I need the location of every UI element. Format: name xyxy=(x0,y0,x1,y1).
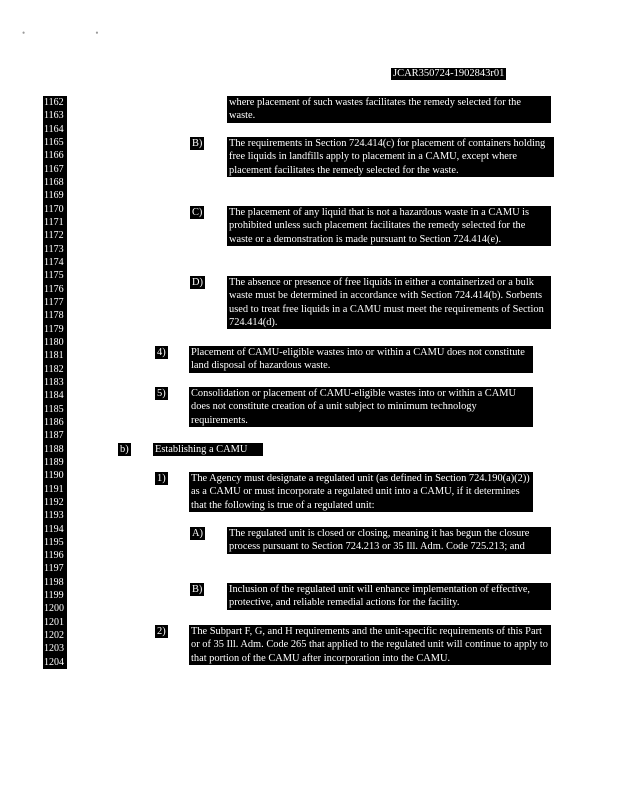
line-number: 1185 xyxy=(43,403,67,416)
line-number: 1179 xyxy=(43,323,67,336)
section-heading: Establishing a CAMU xyxy=(153,443,263,456)
scan-marks: • • xyxy=(22,28,133,38)
item-2-text: The Subpart F, G, and H requirements and the unit-specific requirements of this Part or of 35 Ill. Adm. Code 265 that applied to the regulated unit will continue to apply to that portion of the CAMU after incorporation into the CAMU. xyxy=(189,625,551,665)
item-A-label: A) xyxy=(192,528,203,539)
item-5-label: 5) xyxy=(157,388,166,399)
item-A-text: The regulated unit is closed or closing, meaning it has begun the closure process pursuant to Section 724.213 or 35 Ill. Adm. Code 725.213; and xyxy=(227,527,551,554)
line-number: 1163 xyxy=(43,109,67,122)
line-number: 1200 xyxy=(43,602,67,615)
line-number: 1189 xyxy=(43,456,67,469)
item-B2-label: B) xyxy=(192,584,203,595)
item-4-text: Placement of CAMU-eligible wastes into or within a CAMU does not constitute land disposal of hazardous waste. xyxy=(189,346,533,373)
line-number: 1172 xyxy=(43,229,67,242)
line-number: 1194 xyxy=(43,523,67,536)
line-number: 1186 xyxy=(43,416,67,429)
line-number: 1174 xyxy=(43,256,67,269)
line-number: 1165 xyxy=(43,136,67,149)
line-number: 1188 xyxy=(43,443,67,456)
line-number: 1162 xyxy=(43,96,67,109)
item-2-label: 2) xyxy=(157,626,166,637)
line-number-column xyxy=(43,96,67,669)
line-number: 1173 xyxy=(43,243,67,256)
line-number: 1182 xyxy=(43,363,67,376)
line-number: 1167 xyxy=(43,163,67,176)
line-number: 1195 xyxy=(43,536,67,549)
line-number: 1187 xyxy=(43,429,67,442)
line-number: 1190 xyxy=(43,469,67,482)
line-number: 1171 xyxy=(43,216,67,229)
line-number: 1183 xyxy=(43,376,67,389)
item-B-label: B) xyxy=(192,138,203,149)
item-4-label: 4) xyxy=(157,347,166,358)
document-code: JCAR350724-1902843r01 xyxy=(393,68,505,79)
line-number: 1198 xyxy=(43,576,67,589)
line-number: 1202 xyxy=(43,629,67,642)
item-B-text: The requirements in Section 724.414(c) for placement of containers holding free liquids in landfills apply to placement in a CAMU, except where placement facilitates the remedy selected for the waste. xyxy=(227,137,554,177)
line-number: 1170 xyxy=(43,203,67,216)
line-number: 1191 xyxy=(43,483,67,496)
line-number: 1184 xyxy=(43,389,67,402)
item-C-text: The placement of any liquid that is not a hazardous waste in a CAMU is prohibited unless such placement facilitates the remedy selected for the waste or a demonstration is made pursuant to Section 724.414(e). xyxy=(227,206,551,246)
continuation-text: where placement of such wastes facilitates the remedy selected for the waste. xyxy=(227,96,551,123)
line-number: 1204 xyxy=(43,656,67,669)
item-5-text: Consolidation or placement of CAMU-eligible wastes into or within a CAMU does not constitute creation of a unit subject to minimum technology requirements. xyxy=(189,387,533,427)
line-number: 1178 xyxy=(43,309,67,322)
line-number: 1164 xyxy=(43,123,67,136)
line-number: 1180 xyxy=(43,336,67,349)
item-B2-text: Inclusion of the regulated unit will enhance implementation of effective, protective, and reliable remedial actions for the facility. xyxy=(227,583,551,610)
line-number: 1166 xyxy=(43,149,67,162)
item-b-label: b) xyxy=(120,444,129,455)
line-number: 1193 xyxy=(43,509,67,522)
line-number: 1169 xyxy=(43,189,67,202)
line-number: 1175 xyxy=(43,269,67,282)
item-D-label: D) xyxy=(192,277,203,288)
line-number: 1199 xyxy=(43,589,67,602)
line-number: 1168 xyxy=(43,176,67,189)
line-number: 1197 xyxy=(43,562,67,575)
item-D-text: The absence or presence of free liquids in either a containerized or a bulk waste must be determined in accordance with Section 724.414(b). Sorbents used to treat free liquids in a CAMU must meet the requirements of Section 724.414(d). xyxy=(227,276,551,329)
line-number: 1201 xyxy=(43,616,67,629)
item-C-label: C) xyxy=(192,207,203,218)
line-number: 1196 xyxy=(43,549,67,562)
line-number: 1177 xyxy=(43,296,67,309)
item-1-text: The Agency must designate a regulated unit (as defined in Section 724.190(a)(2)) as a CAMU or must incorporate a regulated unit into a CAMU, if it determines that the following is true of a regulated unit: xyxy=(189,472,533,512)
line-number: 1203 xyxy=(43,642,67,655)
line-number: 1181 xyxy=(43,349,67,362)
item-1-label: 1) xyxy=(157,473,166,484)
line-number: 1192 xyxy=(43,496,67,509)
line-number: 1176 xyxy=(43,283,67,296)
